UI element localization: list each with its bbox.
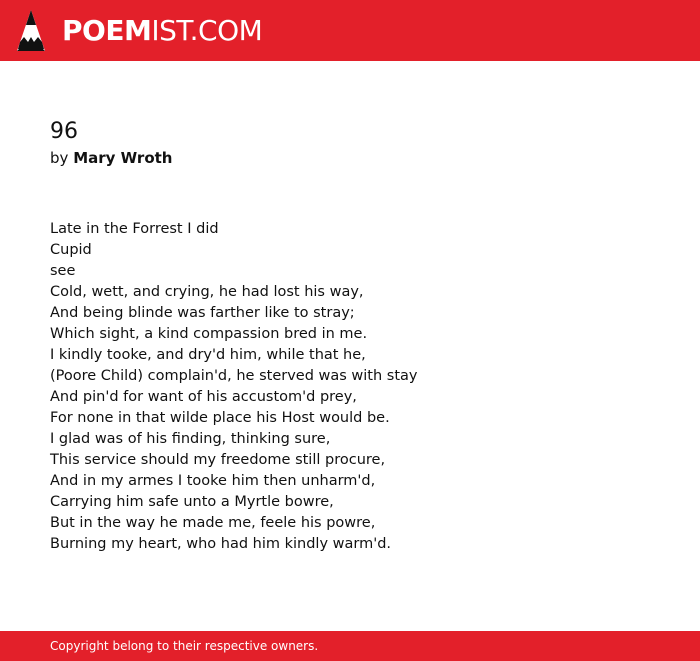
poem-line: Cupid [50,242,92,258]
site-footer [0,631,700,661]
poem-line: I glad was of his finding, thinking sure, [50,431,331,447]
site-logo-text [62,14,263,47]
poem-line: Late in the Forrest I did [50,221,219,237]
brand-light: IST.COM [151,14,263,47]
poem-title: 96 [50,119,78,144]
poem-line: Carrying him safe unto a Myrtle bowre, [50,494,334,510]
poem-line: For none in that wilde place his Host would be. [50,410,390,426]
poem-line: Cold, wett, and crying, he had lost his way, [50,284,364,300]
poem-line: But in the way he made me, feele his powre, [50,515,376,531]
poem-line: And in my armes I tooke him then unharm'd, [50,473,376,489]
poem-line: This service should my freedome still procure, [50,452,386,468]
copyright-text: Copyright belong to their respective owners. [50,639,319,653]
poem-line: (Poore Child) complain'd, he sterved was with stay [50,368,418,384]
by-label: by [50,149,69,167]
poem-header [50,117,650,169]
site-logo-link[interactable] [16,8,262,54]
poem-line: Burning my heart, who had him kindly warm'd. [50,536,392,552]
poem-body [50,219,650,555]
poem-line: Which sight, a kind compassion bred in me. [50,326,368,342]
poem-line: And pin'd for want of his accustom'd prey, [50,389,357,405]
poem-line: And being blinde was farther like to stray; [50,305,355,321]
poem-line: see [50,263,76,279]
poem-line: I kindly tooke, and dry'd him, while that he, [50,347,366,363]
poem-author[interactable]: Mary Wroth [73,149,173,167]
pencil-icon [16,9,46,53]
site-header [0,0,700,61]
brand-bold: POEM [62,14,152,47]
poem-byline [50,147,650,169]
